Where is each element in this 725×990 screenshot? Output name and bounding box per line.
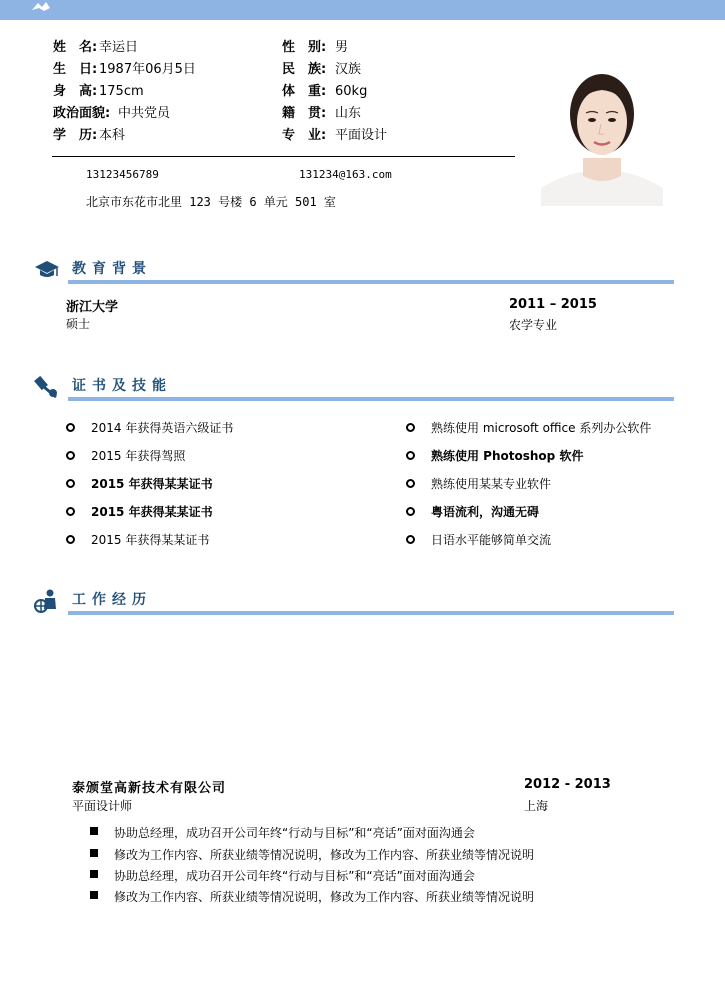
briefcase-person-icon: [34, 589, 60, 613]
contact-email: 131234@163.com: [299, 168, 392, 181]
info-weight: 体 重: 60kg: [282, 84, 368, 99]
square-bullet-icon: [90, 849, 98, 857]
bullet-icon: [406, 507, 415, 516]
contact-phone: 13123456789: [86, 168, 159, 181]
section-title: 证书及技能: [72, 378, 172, 394]
square-bullet-icon: [90, 870, 98, 878]
job-company: 泰颁堂高新技术有限公司: [72, 781, 227, 796]
bullet-icon: [66, 451, 75, 460]
bullet-icon: [406, 451, 415, 460]
bullet-icon: [406, 535, 415, 544]
profile-photo: [541, 58, 663, 206]
info-education-level: 学 历: 本科: [53, 128, 126, 143]
job-location: 上海: [524, 799, 549, 813]
info-gender: 性 别: 男: [282, 40, 349, 55]
graduation-cap-icon: [34, 258, 60, 282]
info-birthday: 生 日: 1987年06月5日: [53, 62, 196, 77]
section-underline: [68, 611, 674, 615]
info-political-status: 政治面貌: 中共党员: [53, 106, 171, 121]
edu-period: 2011 – 2015: [509, 297, 597, 312]
contact-address: 北京市东花市北里 123 号楼 6 单元 501 室: [86, 195, 336, 209]
info-hometown: 籍 贯: 山东: [282, 106, 362, 121]
section-title: 工作经历: [72, 592, 152, 608]
bullet-icon: [406, 423, 415, 432]
section-title: 教育背景: [72, 261, 152, 277]
section-work: [34, 589, 674, 619]
edu-school: 浙江大学: [66, 300, 119, 315]
bullet-icon: [66, 423, 75, 432]
logo-icon: [30, 0, 52, 12]
info-major: 专 业: 平面设计: [282, 128, 388, 143]
bullet-icon: [406, 479, 415, 488]
bullet-icon: [66, 535, 75, 544]
info-ethnicity: 民 族: 汉族: [282, 62, 362, 77]
edu-major: 农学专业: [509, 318, 558, 332]
edu-degree: 硕士: [66, 317, 91, 331]
square-bullet-icon: [90, 827, 98, 835]
job-title: 平面设计师: [72, 799, 133, 813]
section-underline: [68, 280, 674, 284]
bullet-icon: [66, 507, 75, 516]
certificate-icon: [34, 375, 60, 399]
job-period: 2012 - 2013: [524, 777, 611, 792]
info-name: 姓 名: 幸运日: [53, 40, 139, 55]
square-bullet-icon: [90, 891, 98, 899]
section-skills: [34, 375, 674, 405]
info-height: 身 高: 175cm: [53, 84, 144, 99]
info-divider: [52, 156, 515, 157]
section-education: [34, 258, 674, 288]
section-underline: [68, 397, 674, 401]
top-banner: [0, 0, 725, 20]
bullet-icon: [66, 479, 75, 488]
